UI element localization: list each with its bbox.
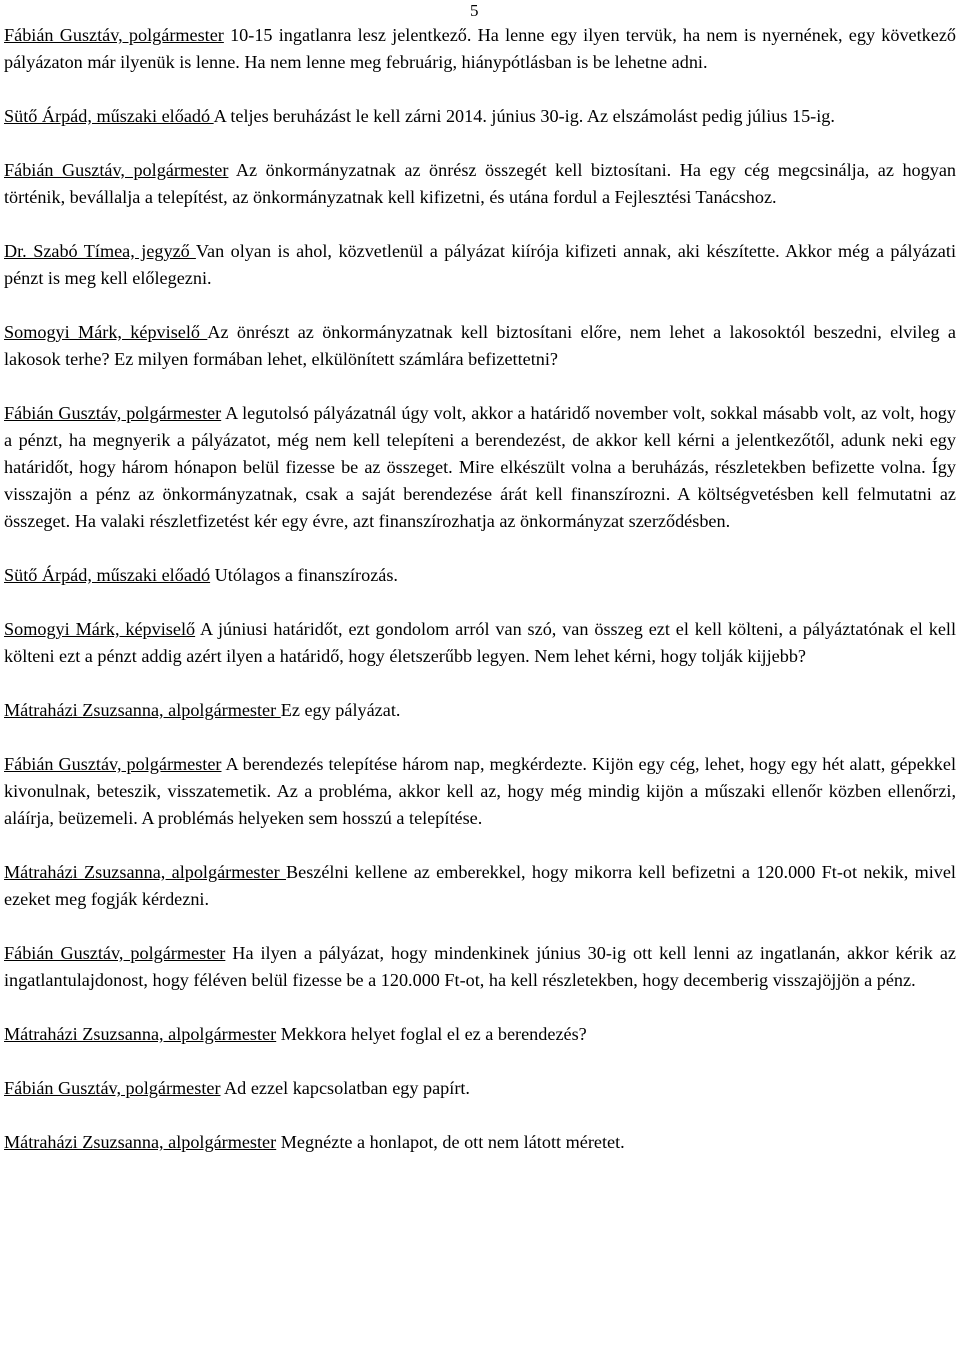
paragraph-text: Utólagos a finanszírozás. <box>210 565 398 585</box>
speaker-name: Sütő Árpád, műszaki előadó <box>4 106 214 126</box>
speaker-name: Mátraházi Zsuzsanna, alpolgármester <box>4 700 281 720</box>
speaker-name: Fábián Gusztáv, polgármester <box>4 943 226 963</box>
paragraph <box>4 1021 956 1048</box>
paragraph-text: A teljes beruházást le kell zárni 2014. június 30-ig. Az elszámolást pedig július 15-ig. <box>213 106 835 126</box>
paragraph <box>4 157 956 211</box>
paragraph <box>4 1129 956 1156</box>
paragraph-text: Az önkormányzatnak az önrész összegét kell biztosítani. Ha egy cég megcsinálja, az hogyan történik, bevállalja a telepítést, az önkormányzatnak kell kifizetni, és utána fordul a Fejlesztési Tanácshoz. <box>4 160 956 207</box>
speaker-name: Dr. Szabó Tímea, jegyző <box>4 241 196 261</box>
speaker-name: Mátraházi Zsuzsanna, alpolgármester <box>4 1132 277 1152</box>
paragraph-text: 10-15 ingatlanra lesz jelentkező. Ha lenne egy ilyen tervük, ha nem is nyernének, egy következő pályázaton már ilyenük is lenne. Ha nem lenne meg februárig, hiánypótlásban is be lehetne adni. <box>4 25 957 72</box>
paragraph <box>4 22 956 76</box>
paragraph <box>4 103 956 130</box>
speaker-name: Sütő Árpád, műszaki előadó <box>4 565 211 585</box>
paragraph-text: Van olyan is ahol, közvetlenül a pályázat kiírója kifizeti annak, aki készítette. Akkor még a pályázati pénzt is meg kell előlegezni. <box>4 241 956 288</box>
paragraph-text: A berendezés telepítése három nap, megkérdezte. Kijön egy cég, lehet, hogy egy hét alatt, gépekkel kivonulnak, beteszik, visszatemetik. Az a probléma, akkor kell az, hogy még mindig kijön a műszaki ellenőr közben ellenőrzi, aláírja, beüzemeli. A problémás helyeken sem hosszú a telepítése. <box>4 754 957 828</box>
paragraph <box>4 697 956 724</box>
paragraph <box>4 859 956 913</box>
paragraph <box>4 616 956 670</box>
speaker-name: Mátraházi Zsuzsanna, alpolgármester <box>4 1024 277 1044</box>
speaker-name: Somogyi Márk, képviselő <box>4 619 196 639</box>
speaker-name: Somogyi Márk, képviselő <box>4 322 208 342</box>
page-number-text: 5 <box>470 1 479 20</box>
paragraph <box>4 238 956 292</box>
paragraph <box>4 562 956 589</box>
paragraph-text: Ez egy pályázat. <box>280 700 401 720</box>
speaker-name: Mátraházi Zsuzsanna, alpolgármester <box>4 862 286 882</box>
paragraph <box>4 400 956 535</box>
paragraph-text: Az önrészt az önkormányzatnak kell biztosítani előre, nem lehet a lakosoktól beszedni, elvileg a lakosok terhe? Ez milyen formában lehet, elkülönített számlára befizettetni? <box>4 322 956 369</box>
paragraph-text: Ad ezzel kapcsolatban egy papírt. <box>220 1078 470 1098</box>
speaker-name: Fábián Gusztáv, polgármester <box>4 160 229 180</box>
paragraph <box>4 940 956 994</box>
paragraph-text: Mekkora helyet foglal el ez a berendezés? <box>276 1024 587 1044</box>
paragraph-text: A júniusi határidőt, ezt gondolom arról van szó, van összeg ezt el kell költeni, a pályáztatónak el kell költeni ezt a pénzt addig azért ilyen a határidő, hogy életszerűbb legyen. Nem lehet kérni, hogy tolják kijjebb? <box>4 619 956 666</box>
paragraph-text: Beszélni kellene az emberekkel, hogy mikorra kell befizetni a 120.000 Ft-ot nekik, mivel ezeket meg fogják kérdezni. <box>4 862 956 909</box>
paragraph-text: Ha ilyen a pályázat, hogy mindenkinek június 30-ig ott kell lenni az ingatlanán, akkor kérik az ingatlantulajdonost, hogy féléven belül fizesse be a 120.000 Ft-ot, ha kell részletekben, hogy decemberig visszajöjjön a pénz. <box>4 943 956 990</box>
document-body <box>4 22 956 1156</box>
speaker-name: Fábián Gusztáv, polgármester <box>4 1078 221 1098</box>
speaker-name: Fábián Gusztáv, polgármester <box>4 25 224 45</box>
paragraph <box>4 1075 956 1102</box>
paragraph <box>4 319 956 373</box>
paragraph-text: A legutolsó pályázatnál úgy volt, akkor a határidő november volt, sokkal másabb volt, az volt, hogy a pénzt, ha megnyerik a pályázatot, még nem kell telepíteni a berendezést, de akkor kell kérni a jelentkezőtől, adunk neki egy határidőt, hogy három hónapon belül fizesse be az összeget. Mire elkészült volna a beruházás, részletekben befizette volna. Így visszajön a pénz az önkormányzatnak, csak a saját berendezése árát kell finanszírozni. A költségvetésben kell felmutatni az összeget. Ha valaki részletfizetést kér egy évre, azt finanszírozhatja az önkormányzat szerződésben. <box>4 403 956 531</box>
speaker-name: Fábián Gusztáv, polgármester <box>4 754 222 774</box>
paragraph-text: Megnézte a honlapot, de ott nem látott méretet. <box>276 1132 625 1152</box>
speaker-name: Fábián Gusztáv, polgármester <box>4 403 222 423</box>
paragraph <box>4 751 956 832</box>
